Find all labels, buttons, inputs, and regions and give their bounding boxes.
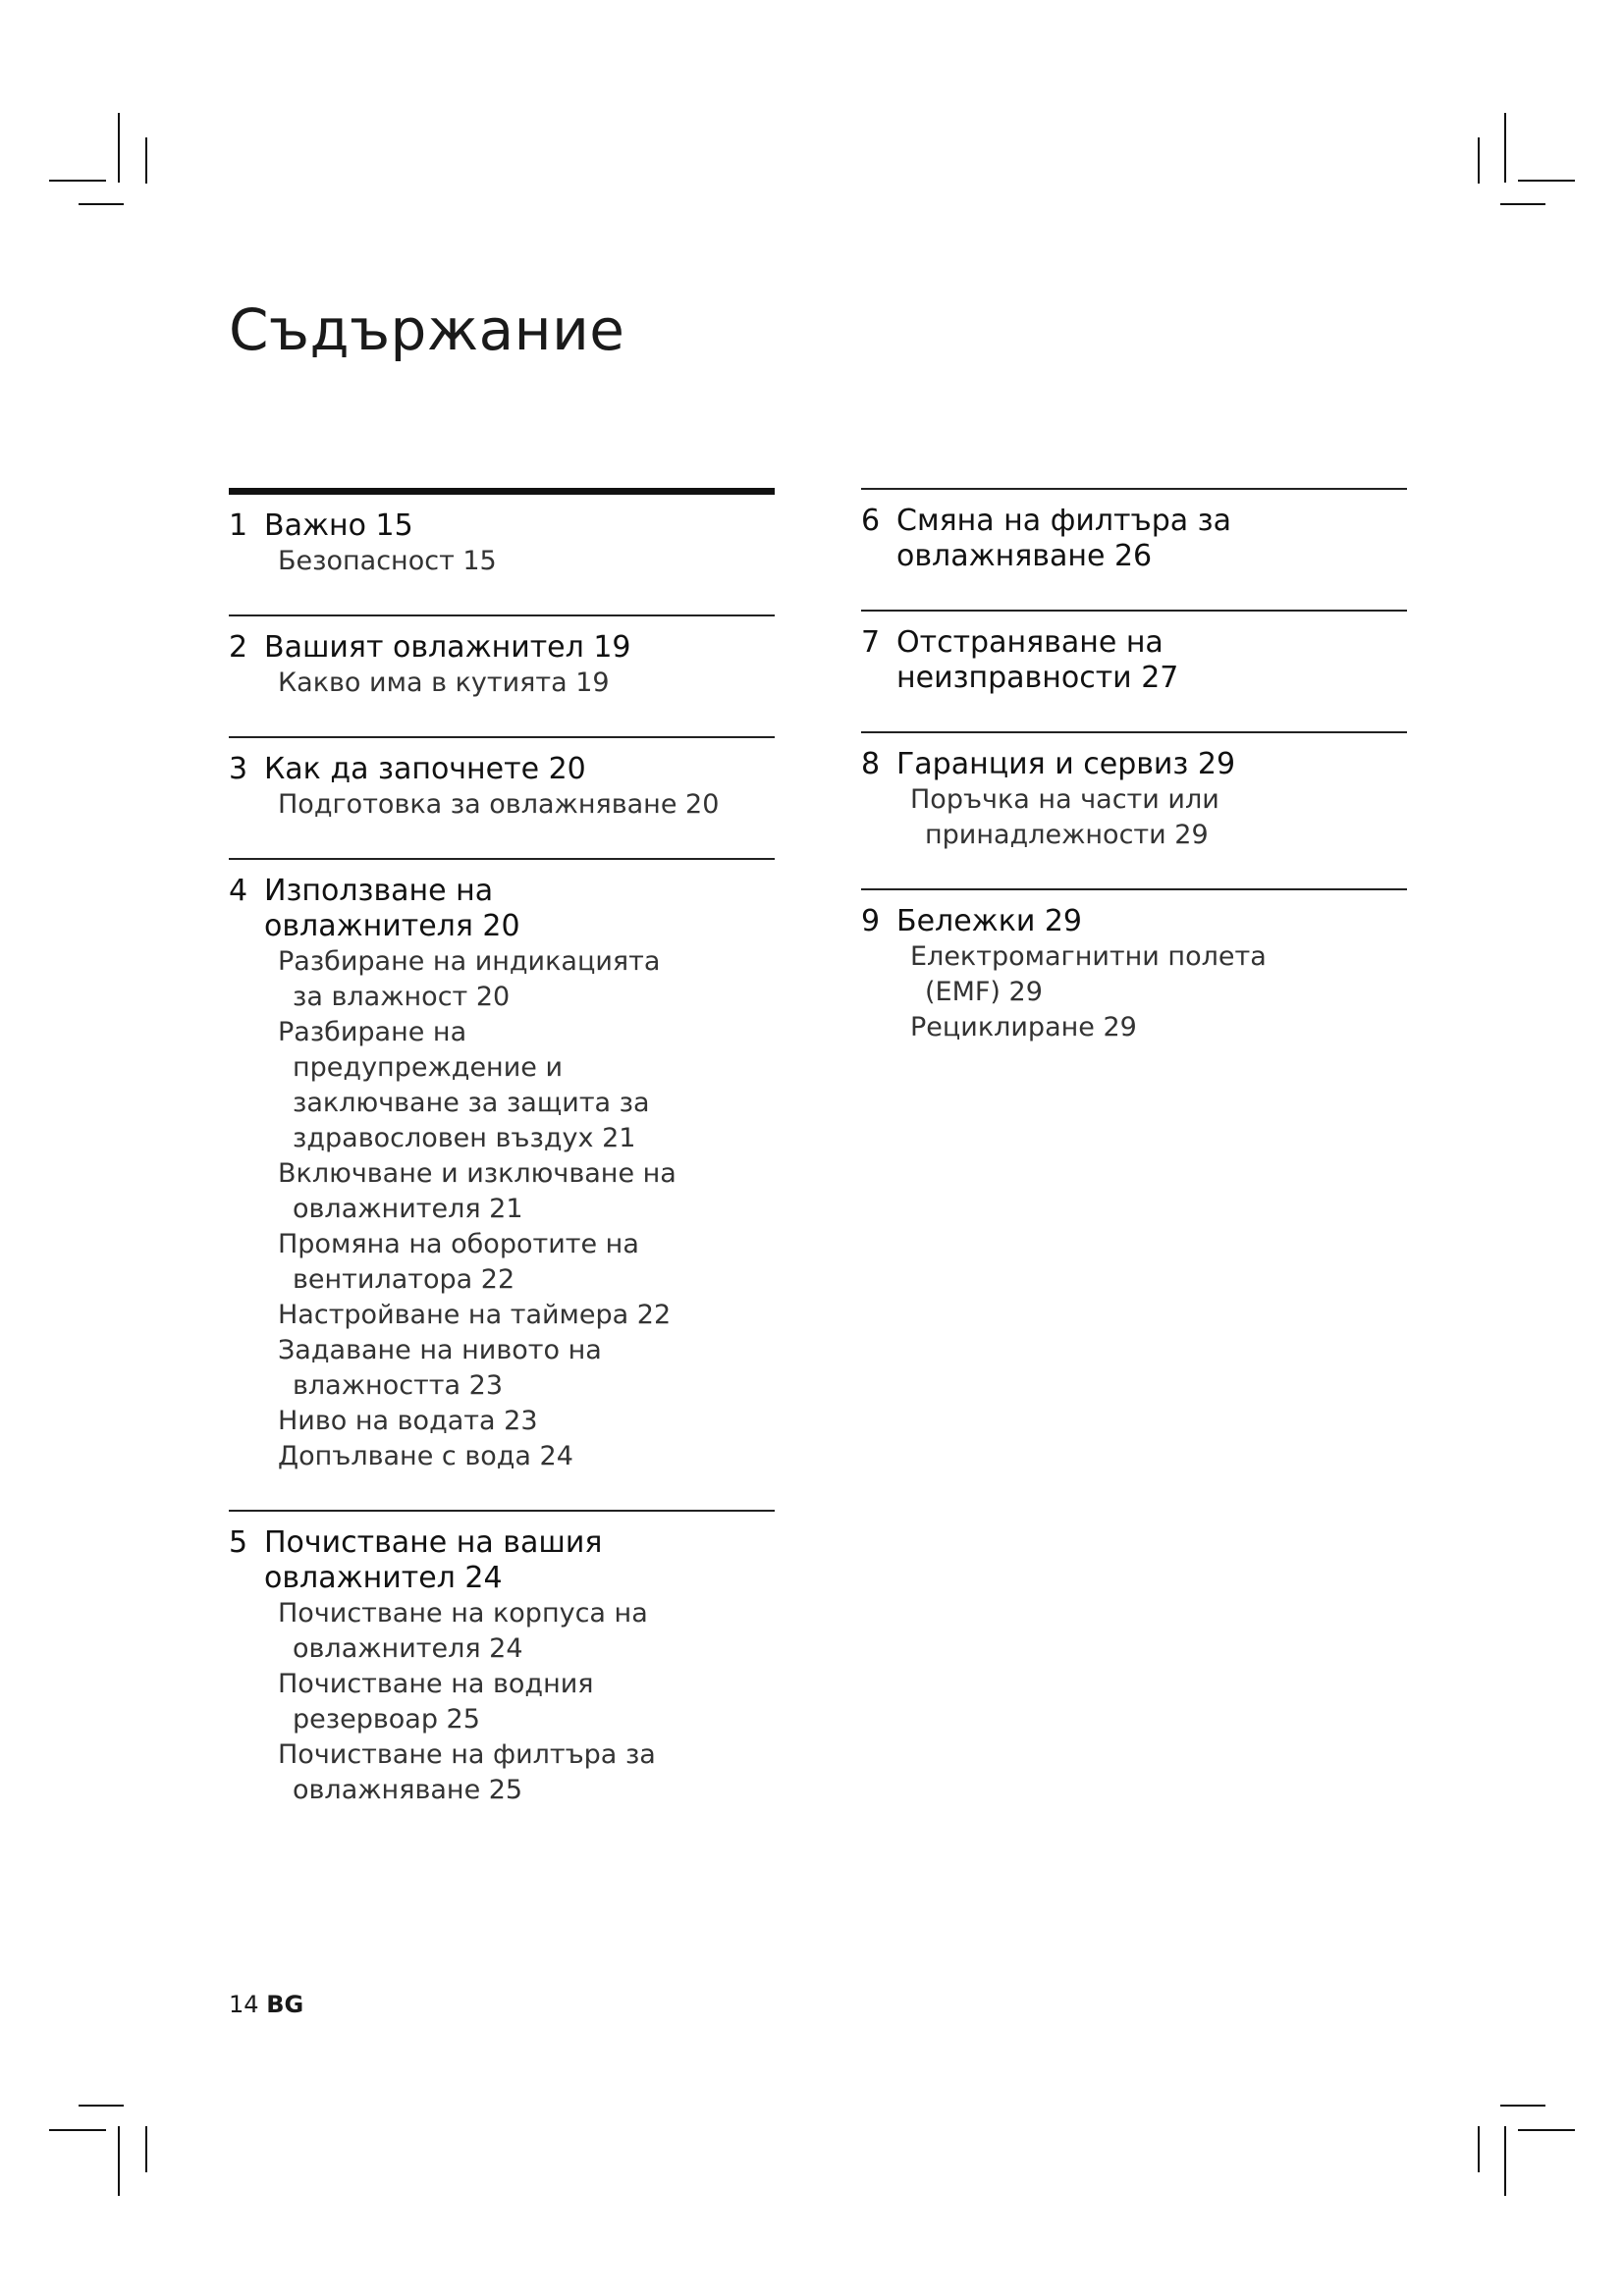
toc-section-6 xyxy=(861,488,1407,574)
toc-subitem-continued[interactable] xyxy=(278,1631,775,1667)
crop-mark xyxy=(1500,2105,1545,2107)
crop-mark xyxy=(1478,2126,1480,2172)
page-footer xyxy=(229,1991,303,2018)
crop-mark xyxy=(79,2105,124,2107)
section-heading[interactable] xyxy=(229,508,775,544)
subitem-title: Допълване с вода 24 xyxy=(278,1441,573,1471)
subitem-title: Разбиране на xyxy=(278,1017,467,1047)
toc-section-4 xyxy=(229,858,775,1474)
section-heading[interactable] xyxy=(229,1525,775,1561)
section-title: Смяна на филтъра за xyxy=(896,504,1231,538)
section-number: 2 xyxy=(229,630,248,665)
toc-subitem[interactable] xyxy=(278,1596,775,1631)
subitem-title: Подготовка за овлажняване 20 xyxy=(278,789,720,820)
toc-subitem-continued[interactable] xyxy=(278,1702,775,1737)
subitem-title-line: за влажност 20 xyxy=(293,982,511,1012)
toc-section-3 xyxy=(229,736,775,823)
section-number: 6 xyxy=(861,504,881,538)
section-title: Гаранция и сервиз 29 xyxy=(896,747,1236,781)
toc-subitem[interactable] xyxy=(278,1298,775,1333)
toc-section-2 xyxy=(229,614,775,701)
toc-subitem[interactable] xyxy=(278,1404,775,1439)
toc-subitem-continued[interactable] xyxy=(278,1086,775,1121)
toc-subitem[interactable] xyxy=(278,1227,775,1262)
section-heading-continued[interactable] xyxy=(229,1561,775,1596)
section-heading[interactable] xyxy=(229,630,775,666)
section-number: 1 xyxy=(229,508,248,543)
toc-right-column xyxy=(861,488,1407,1081)
crop-mark xyxy=(118,113,120,183)
subitem-title: Поръчка на части или xyxy=(910,784,1219,815)
subitem-title: Почистване на филтъра за xyxy=(278,1739,656,1770)
subitem-title: Задаване на нивото на xyxy=(278,1335,602,1365)
toc-subitem-continued[interactable] xyxy=(278,1773,775,1808)
subitem-title: Промяна на оборотите на xyxy=(278,1229,639,1259)
toc-left-column xyxy=(229,488,775,1843)
toc-subitem[interactable] xyxy=(910,939,1407,975)
toc-subitem[interactable] xyxy=(910,1010,1407,1045)
subitem-title: Ниво на водата 23 xyxy=(278,1406,538,1436)
section-heading-continued[interactable] xyxy=(229,909,775,944)
toc-section-5 xyxy=(229,1510,775,1808)
subitem-title: Рециклиране 29 xyxy=(910,1012,1137,1042)
section-title-line: овлажняване 26 xyxy=(896,539,1153,573)
subitem-title: Какво има в кутията 19 xyxy=(278,667,610,698)
toc-subitem-continued[interactable] xyxy=(910,818,1407,853)
crop-mark xyxy=(1478,137,1480,184)
toc-subitem-continued[interactable] xyxy=(278,1368,775,1404)
crop-mark xyxy=(49,2129,106,2131)
toc-subitem[interactable] xyxy=(278,544,775,579)
crop-mark xyxy=(1518,2129,1575,2131)
section-title-line: овлажнител 24 xyxy=(264,1561,503,1595)
subitem-title: Разбиране на индикацията xyxy=(278,946,661,977)
section-heading[interactable] xyxy=(861,504,1407,539)
toc-section-9 xyxy=(861,888,1407,1045)
toc-subitem-continued[interactable] xyxy=(278,1262,775,1298)
subitem-title-line: вентилатора 22 xyxy=(293,1264,515,1295)
section-number: 8 xyxy=(861,747,881,781)
page-number: 14 xyxy=(229,1991,259,2018)
subitem-title-line: (EMF) 29 xyxy=(925,977,1043,1007)
language-code: BG xyxy=(266,1991,304,2018)
toc-section-7 xyxy=(861,610,1407,696)
toc-subitem[interactable] xyxy=(278,944,775,980)
section-heading-continued[interactable] xyxy=(861,539,1407,574)
subitem-title: Включване и изключване на xyxy=(278,1158,677,1189)
subitem-title: Настройване на таймера 22 xyxy=(278,1300,672,1330)
section-title: Важно 15 xyxy=(264,508,413,543)
section-number: 5 xyxy=(229,1525,248,1560)
toc-subitem[interactable] xyxy=(278,1439,775,1474)
toc-section-1 xyxy=(229,488,775,579)
section-title: Как да започнете 20 xyxy=(264,752,586,786)
section-heading[interactable] xyxy=(861,747,1407,782)
section-title-line: овлажнителя 20 xyxy=(264,909,520,943)
toc-subitem-continued[interactable] xyxy=(910,975,1407,1010)
section-title: Вашият овлажнител 19 xyxy=(264,630,631,665)
section-heading[interactable] xyxy=(861,625,1407,661)
toc-subitem[interactable] xyxy=(278,1333,775,1368)
section-heading-continued[interactable] xyxy=(861,661,1407,696)
subitem-title-line: влажността 23 xyxy=(293,1370,503,1401)
section-title: Почистване на вашия xyxy=(264,1525,603,1560)
toc-subitem-continued[interactable] xyxy=(278,980,775,1015)
crop-mark xyxy=(118,2126,120,2196)
subitem-title: Почистване на водния xyxy=(278,1669,594,1699)
section-title: Отстраняване на xyxy=(896,625,1164,660)
section-number: 4 xyxy=(229,874,248,908)
subitem-title: Безопасност 15 xyxy=(278,546,497,576)
subitem-title-line: заключване за защита за xyxy=(293,1088,650,1118)
toc-subitem[interactable] xyxy=(910,782,1407,818)
section-number: 3 xyxy=(229,752,248,786)
section-title: Използване на xyxy=(264,874,494,908)
crop-mark xyxy=(1518,180,1575,182)
subitem-title-line: предупреждение и xyxy=(293,1052,563,1083)
subitem-title-line: здравословен въздух 21 xyxy=(293,1123,636,1153)
toc-subitem-continued[interactable] xyxy=(278,1050,775,1086)
toc-subitem[interactable] xyxy=(278,1737,775,1773)
toc-subitem-continued[interactable] xyxy=(278,1192,775,1227)
crop-mark xyxy=(1504,113,1506,183)
subitem-title-line: принадлежности 29 xyxy=(925,820,1209,850)
subitem-title-line: овлажнителя 24 xyxy=(293,1633,523,1664)
section-heading[interactable] xyxy=(861,904,1407,939)
subitem-title-line: овлажнителя 21 xyxy=(293,1194,523,1224)
page-title: Съдържание xyxy=(229,296,625,363)
toc-subitem[interactable] xyxy=(278,666,775,701)
subitem-title: Почистване на корпуса на xyxy=(278,1598,648,1629)
toc-subitem[interactable] xyxy=(278,1156,775,1192)
section-number: 7 xyxy=(861,625,881,660)
section-number: 9 xyxy=(861,904,881,938)
crop-mark xyxy=(79,203,124,205)
section-heading[interactable] xyxy=(229,752,775,787)
section-title-line: неизправности 27 xyxy=(896,661,1179,695)
subitem-title: Електромагнитни полета xyxy=(910,941,1267,972)
toc-subitem-continued[interactable] xyxy=(278,1121,775,1156)
toc-subitem[interactable] xyxy=(278,1667,775,1702)
section-heading[interactable] xyxy=(229,874,775,909)
subitem-title-line: резервоар 25 xyxy=(293,1704,480,1735)
section-title: Бележки 29 xyxy=(896,904,1083,938)
toc-subitem[interactable] xyxy=(278,787,775,823)
crop-mark xyxy=(49,180,106,182)
crop-mark xyxy=(1500,203,1545,205)
subitem-title-line: овлажняване 25 xyxy=(293,1775,523,1805)
toc-subitem[interactable] xyxy=(278,1015,775,1050)
toc-section-8 xyxy=(861,731,1407,853)
crop-mark xyxy=(1504,2126,1506,2196)
crop-mark xyxy=(145,137,147,184)
crop-mark xyxy=(145,2126,147,2172)
